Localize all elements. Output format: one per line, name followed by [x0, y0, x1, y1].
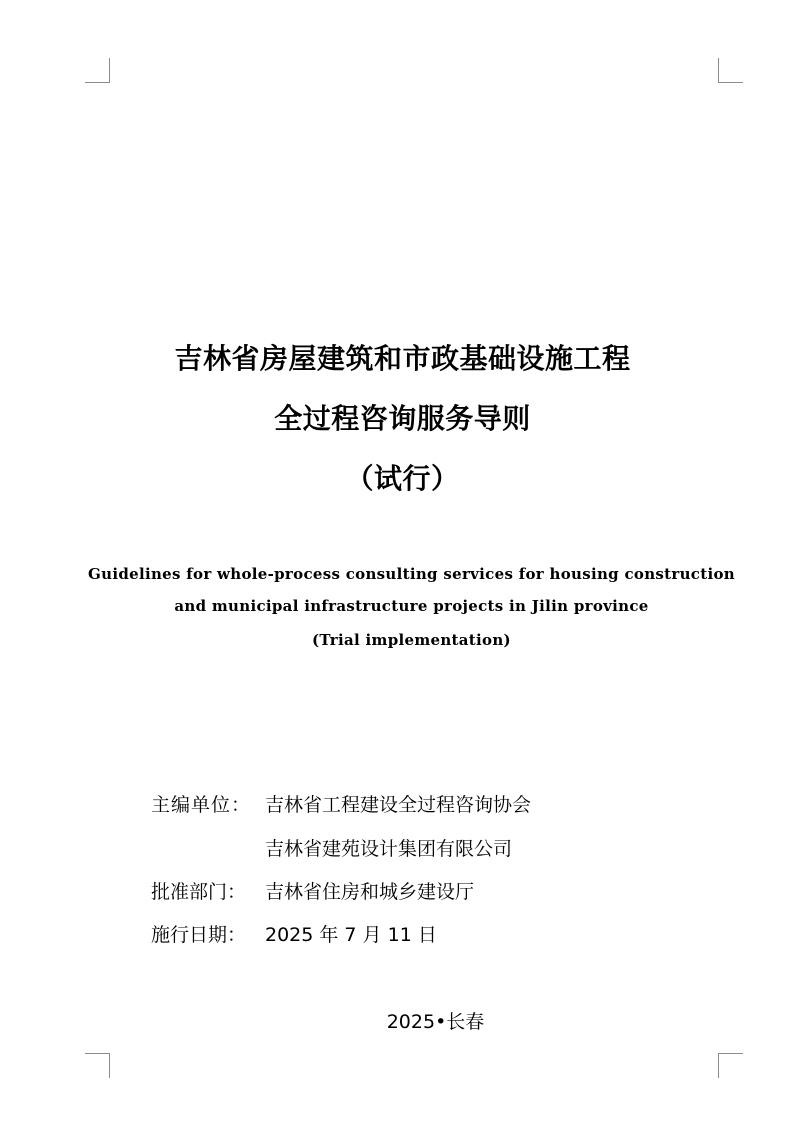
- editor-row-2: [151, 836, 512, 862]
- crop-mark-top-right: [718, 58, 743, 83]
- date-row: [151, 922, 437, 948]
- title-line-3: （试行）: [345, 462, 460, 495]
- title-line-2: 全过程咨询服务导则: [274, 402, 531, 435]
- editor-row: [151, 792, 531, 818]
- english-title-line-1: Guidelines for whole-process consulting services for housing construction: [88, 565, 735, 583]
- editor-org-2: 吉林省建苑设计集团有限公司: [265, 838, 513, 860]
- approval-row: [151, 879, 474, 905]
- english-title-line-3: (Trial implementation): [312, 631, 511, 649]
- date-label: 施行日期：: [151, 924, 247, 946]
- approval-label: 批准部门：: [151, 881, 247, 903]
- date-value: 2025 年 7 月 11 日: [265, 924, 437, 946]
- crop-mark-top-left: [85, 58, 110, 83]
- approval-org: 吉林省住房和城乡建设厅: [265, 881, 475, 903]
- editor-org-1: 吉林省工程建设全过程咨询协会: [265, 794, 532, 816]
- english-title-line-2: and municipal infrastructure projects in Jilin province: [174, 597, 649, 615]
- place-date: 2025•长春: [386, 1011, 485, 1033]
- crop-mark-bottom-right: [718, 1053, 743, 1078]
- editor-label: 主编单位：: [151, 794, 252, 816]
- title-line-1: 吉林省房屋建筑和市政基础设施工程: [174, 342, 631, 375]
- crop-mark-bottom-left: [85, 1053, 110, 1078]
